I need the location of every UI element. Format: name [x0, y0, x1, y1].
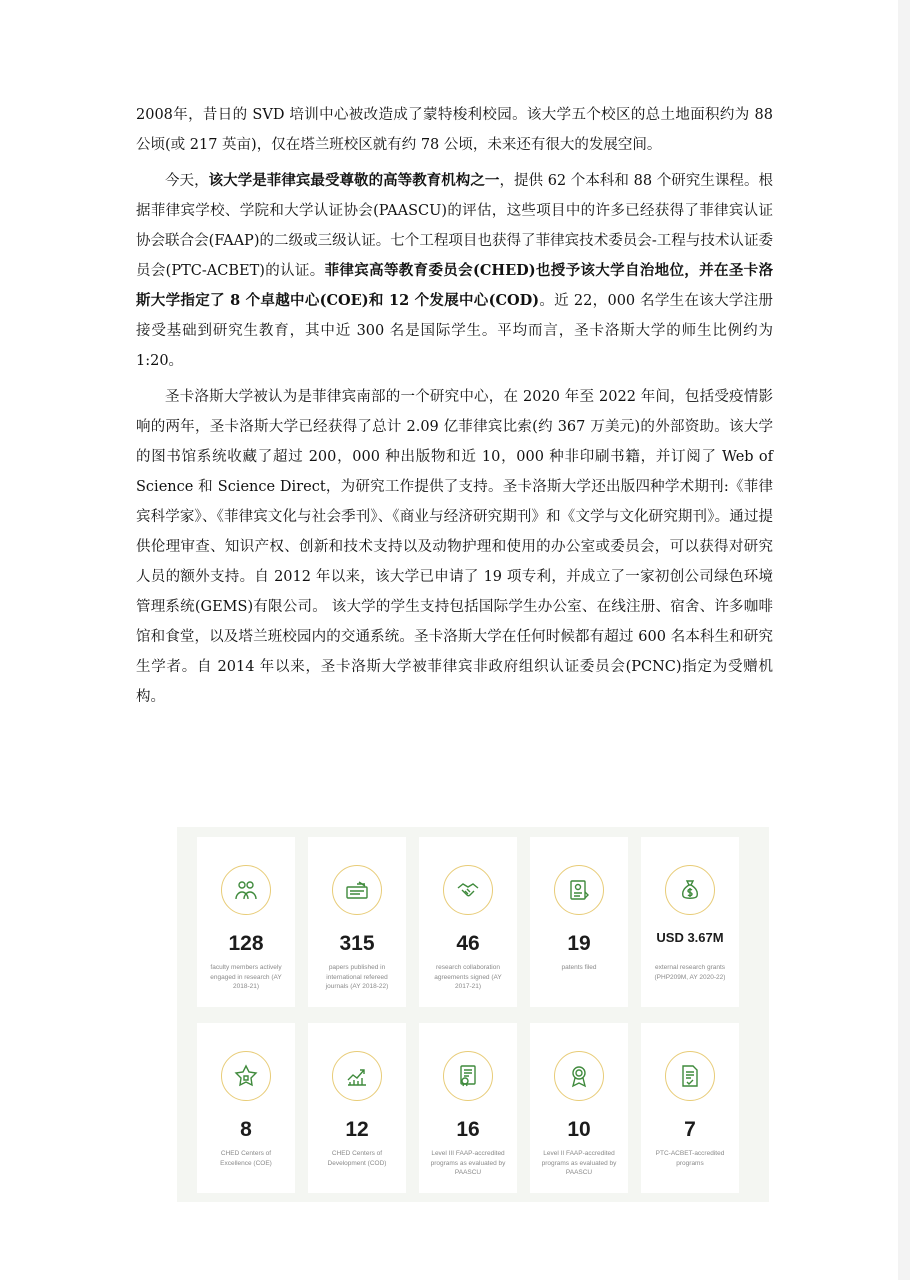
stat-value: USD 3.67M — [656, 930, 724, 945]
stat-caption: faculty members actively engaged in research (AY 2018-21) — [210, 964, 282, 990]
stat-card-cod — [308, 1023, 406, 1193]
stat-card-coe — [197, 1023, 295, 1193]
stat-caption: patents filed — [561, 964, 597, 971]
patent-icon — [554, 865, 604, 915]
stat-caption: CHED Centers of Development (COD) — [327, 1150, 387, 1167]
stat-value: 315 — [339, 932, 375, 955]
stat-value: 7 — [684, 1118, 696, 1141]
paragraph-3: 圣卡洛斯大学被认为是菲律宾南部的一个研究中心，在 2020 年至 2022 年间，包括受疫情影响的两年，圣卡洛斯大学已经获得了总计 2.09 亿菲律宾比索(约 367 万美元)的外部资助。该大学的图书馆系统收藏了超过 200，000 种出版物和近 10，000 种非印刷书籍，并订阅了 Web of Science 和 Science Direct，为研究工作提供了支持。圣卡洛斯大学还出版四种学术期刊:《菲律宾科学家》、《菲律宾文化与社会季刊》、《商业与经济研究期刊》和《文学与文化研究期刊》。通过提供伦理审查、知识产权、创新和技术支持以及动物护理和使用的办公室或委员会，可以获得对研究人员的额外支持。自 2012 年以来，该大学已申请了 19 项专利，并成立了一家初创公司绿色环境管理系统(GEMS)有限公司。 该大学的学生支持包括国际学生办公室、在线注册、宿舍、许多咖啡馆和食堂，以及塔兰班校园内的交通系统。圣卡洛斯大学在任何时候都有超过 600 名本科生和研究生学者。自 2014 年以来，圣卡洛斯大学被菲律宾非政府组织认证委员会(PCNC)指定为受赠机构。 — [136, 389, 773, 705]
stat-card-patents — [530, 837, 628, 1007]
money-bag-icon — [665, 865, 715, 915]
stat-card-level-iii — [419, 1023, 517, 1193]
stat-value: 10 — [567, 1118, 591, 1141]
paragraph-2-part-e: 。近 22，000 名学生在该大学注册接受基础到研究生教育，其中近 300 名是国际学生。平均而言，圣卡洛斯大学的师生比例约为 1:20。 — [136, 293, 773, 369]
stat-value: 128 — [228, 932, 264, 955]
growth-chart-icon — [332, 1051, 382, 1101]
stat-value: 46 — [456, 932, 480, 955]
stat-card-agreements — [419, 837, 517, 1007]
paragraph-2 — [136, 166, 773, 376]
body-text — [136, 100, 773, 718]
stat-card-ptc — [641, 1023, 739, 1193]
stat-caption: CHED Centers of Excellence (COE) — [220, 1150, 272, 1167]
stat-caption: external research grants (PHP209M, AY 2020-22) — [654, 964, 726, 981]
paragraph-2-bold-b: 菲律宾高等教育委员会(CHED)也授予该大学自治地位，并在圣卡洛斯大学指定了 8 个卓越中心(COE)和 12 个发展中心(COD) — [136, 262, 773, 309]
paragraph-2-bold-a: 该大学是菲律宾最受尊敬的高等教育机构之一 — [208, 172, 500, 189]
stat-card-faculty — [197, 837, 295, 1007]
stat-caption: research collaboration agreements signed (AY 2017-21) — [434, 964, 502, 990]
paragraph-2-part-a: 今天， — [165, 173, 209, 189]
stat-value: 19 — [567, 932, 591, 955]
papers-icon — [332, 865, 382, 915]
stat-card-papers — [308, 837, 406, 1007]
stat-card-level-ii — [530, 1023, 628, 1193]
handshake-icon — [443, 865, 493, 915]
research-stats-panel — [177, 827, 769, 1202]
paragraph-1: 2008年，昔日的 SVD 培训中心被改造成了蒙特梭利校园。该大学五个校区的总土地面积约为 88 公顷(或 217 英亩)，仅在塔兰班校区就有约 78 公顷，未来还有很大的发展空间。 — [136, 107, 773, 153]
stat-value: 12 — [345, 1118, 369, 1141]
page-edge — [898, 0, 910, 1280]
researchers-icon — [221, 865, 271, 915]
document-check-icon — [665, 1051, 715, 1101]
stat-card-grants — [641, 837, 739, 1007]
excellence-star-icon — [221, 1051, 271, 1101]
stat-caption: papers published in international refereed journals (AY 2018-22) — [325, 964, 389, 990]
paragraph-2-part-c: ，提供 62 个本科和 88 个研究生课程。根据菲律宾学校、学院和大学认证协会(PAASCU)的评估，这些项目中的许多已经获得了菲律宾认证协会联合会(FAAP)的二级或三级认证。七个工程项目也获得了菲律宾技术委员会-工程与技术认证委员会(PTC-ACBET)的认证。 — [136, 173, 774, 279]
stat-caption: PTC-ACBET-accredited programs — [655, 1150, 725, 1167]
award-badge-icon — [554, 1051, 604, 1101]
stat-value: 16 — [456, 1118, 480, 1141]
stat-caption: Level III FAAP-accredited programs as evaluated by PAASCU — [430, 1150, 506, 1176]
stat-caption: Level II FAAP-accredited programs as evaluated by PAASCU — [541, 1150, 617, 1176]
certificate-icon — [443, 1051, 493, 1101]
stat-value: 8 — [240, 1118, 252, 1141]
